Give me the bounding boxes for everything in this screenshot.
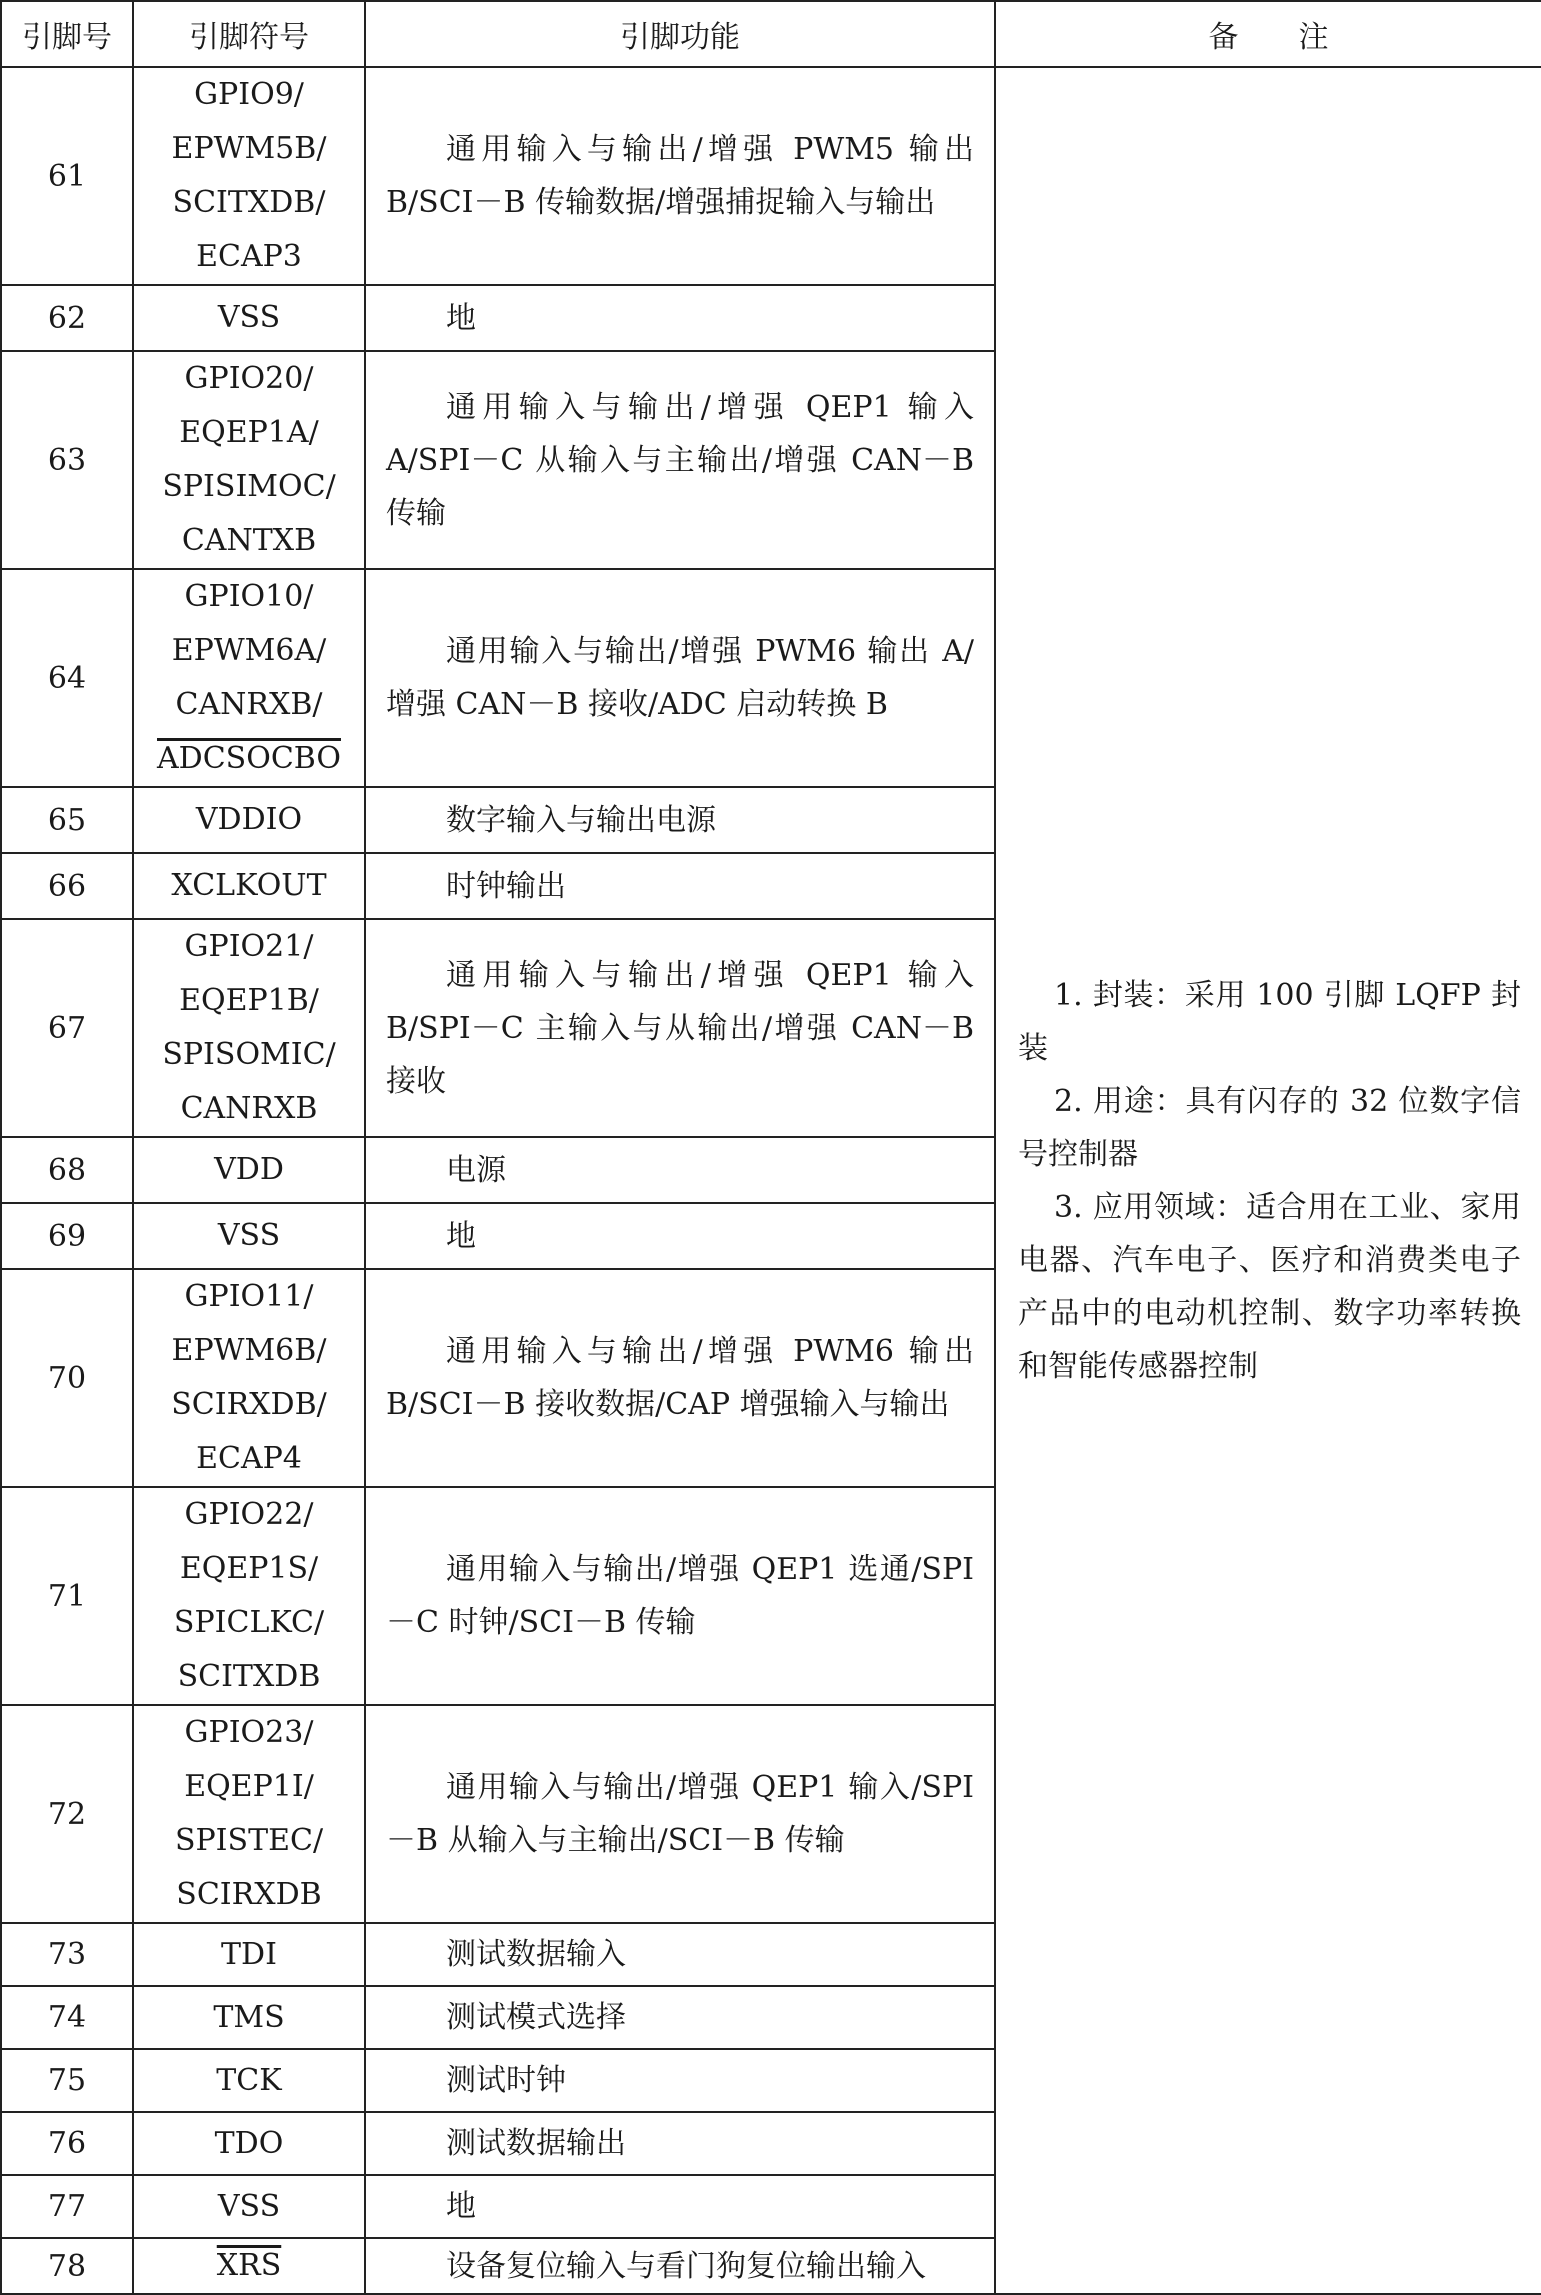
pin-symbol-line: CANRXB <box>180 1091 318 1126</box>
pin-symbol-line: EQEP1S/ <box>179 1551 319 1586</box>
pin-function <box>365 1487 995 1705</box>
header-pin-symbol: 引脚符号 <box>133 1 365 67</box>
pin-symbol-line: VSS <box>217 1218 281 1253</box>
pin-symbol <box>133 2049 365 2112</box>
pin-symbol-line: ECAP3 <box>196 239 302 274</box>
pin-function <box>365 67 995 285</box>
pin-function-text: 测试数据输入 <box>446 1937 626 1972</box>
pin-function-text: 测试时钟 <box>446 2063 566 2098</box>
table-header-row <box>1 1 1541 67</box>
pin-symbol-line: TCK <box>216 2062 282 2098</box>
pin-symbol-line: GPIO21/ <box>184 929 314 964</box>
pin-symbol-line: SPICLKC/ <box>173 1605 325 1640</box>
pin-function <box>365 1705 995 1923</box>
pin-symbol-line: SPISOMIC/ <box>162 1037 336 1072</box>
pin-number: 75 <box>1 2049 133 2112</box>
pin-function-text: 时钟输出 <box>446 868 566 904</box>
pin-symbol-line: EQEP1A/ <box>179 415 319 450</box>
pin-number: 63 <box>1 351 133 569</box>
pin-function-text: 测试数据输出 <box>446 2126 626 2161</box>
pin-function <box>365 2049 995 2112</box>
pin-number: 68 <box>1 1137 133 1203</box>
pin-symbol <box>133 285 365 351</box>
pin-symbol-line: SCITXDB/ <box>172 185 326 220</box>
pin-symbol <box>133 67 365 285</box>
pin-symbol-line: VDD <box>214 1152 284 1187</box>
remark-item: 3. 应用领域：适合用在工业、家用电器、汽车电子、医疗和消费类电子产品中的电动机控制、数字功率转换和智能传感器控制 <box>1018 1189 1521 1384</box>
pin-function-text: 电源 <box>446 1152 506 1188</box>
pin-symbol-line: $\overline{XRS}$ <box>216 2248 282 2283</box>
pin-symbol <box>133 569 365 787</box>
pin-number: 66 <box>1 853 133 919</box>
pin-function-text: 通用输入与输出/增强 PWM6 输出 B/SCI－B 接收数据/CAP 增强输入与输出 <box>386 1334 974 1422</box>
pin-number: 73 <box>1 1923 133 1986</box>
pin-symbol-line: VSS <box>217 2188 281 2224</box>
pin-symbol <box>133 1487 365 1705</box>
pin-function-text: 通用输入与输出/增强 PWM6 输出 A/增强 CAN－B 接收/ADC 启动转换 B <box>386 634 974 722</box>
pin-function <box>365 1269 995 1487</box>
pin-symbol <box>133 919 365 1137</box>
pin-symbol-line: EPWM5B/ <box>171 131 327 166</box>
pin-function <box>365 2112 995 2175</box>
pin-symbol <box>133 2175 365 2238</box>
pin-function <box>365 1986 995 2049</box>
pin-function-text: 数字输入与输出电源 <box>446 802 716 838</box>
pin-function <box>365 2175 995 2238</box>
pin-number: 67 <box>1 919 133 1137</box>
pin-symbol <box>133 1137 365 1203</box>
pin-symbol <box>133 1269 365 1487</box>
pin-function-text: 通用输入与输出/增强 PWM5 输出 B/SCI－B 传输数据/增强捕捉输入与输出 <box>386 132 974 220</box>
pin-function <box>365 569 995 787</box>
pin-function <box>365 2238 995 2294</box>
pin-function <box>365 285 995 351</box>
pin-symbol-line: TDO <box>214 2125 284 2161</box>
pin-number: 74 <box>1 1986 133 2049</box>
pin-symbol-line: VDDIO <box>195 802 303 837</box>
pin-function <box>365 853 995 919</box>
pin-symbol-line: SCIRXDB <box>176 1877 322 1912</box>
pin-symbol-line: EPWM6A/ <box>171 633 327 668</box>
pin-number: 69 <box>1 1203 133 1269</box>
pin-number: 61 <box>1 67 133 285</box>
pin-function-text: 测试模式选择 <box>446 2000 626 2035</box>
pin-number: 78 <box>1 2238 133 2294</box>
pin-number: 72 <box>1 1705 133 1923</box>
pin-function-text: 地 <box>446 1218 476 1254</box>
pin-number: 64 <box>1 569 133 787</box>
pin-function-text: 地 <box>446 2189 476 2224</box>
remark-item: 1. 封装：采用 100 引脚 LQFP 封装 <box>1018 977 1521 1066</box>
pin-symbol-line: EPWM6B/ <box>171 1333 327 1368</box>
pin-symbol-line: EQEP1B/ <box>179 983 319 1018</box>
header-remarks-text: 备注 <box>1208 20 1389 55</box>
pin-symbol-line: SPISTEC/ <box>174 1823 324 1858</box>
pin-symbol <box>133 2238 365 2294</box>
pin-number: 70 <box>1 1269 133 1487</box>
pin-symbol-line: SPISIMOC/ <box>162 469 336 504</box>
pin-function-text: 通用输入与输出/增强 QEP1 选通/SPI－C 时钟/SCI－B 传输 <box>386 1552 974 1640</box>
pin-symbol <box>133 1705 365 1923</box>
remark-item: 2. 用途：具有闪存的 32 位数字信号控制器 <box>1018 1083 1521 1172</box>
pin-symbol-line: GPIO20/ <box>184 361 314 396</box>
pin-symbol <box>133 787 365 853</box>
pin-function-text: 通用输入与输出/增强 QEP1 输入 A/SPI－C 从输入与主输出/增强 CAN－B 传输 <box>386 389 974 531</box>
pin-function <box>365 1137 995 1203</box>
pin-symbol-line: ECAP4 <box>196 1441 302 1476</box>
pin-symbol <box>133 351 365 569</box>
pin-symbol-line: GPIO23/ <box>184 1715 314 1750</box>
remarks-cell <box>995 67 1541 2294</box>
header-pin-function: 引脚功能 <box>365 1 995 67</box>
pin-number: 65 <box>1 787 133 853</box>
pin-symbol-line: CANTXB <box>181 523 317 558</box>
pin-function-text: 设备复位输入与看门狗复位输出输入 <box>446 2248 926 2284</box>
pin-symbol <box>133 853 365 919</box>
pin-symbol-line: SCITXDB <box>177 1659 321 1694</box>
pin-function-text: 通用输入与输出/增强 QEP1 输入 B/SPI－C 主输入与从输出/增强 CAN－B 接收 <box>386 957 974 1099</box>
header-pin-number: 引脚号 <box>1 1 133 67</box>
table-row <box>1 67 1541 285</box>
pin-function <box>365 787 995 853</box>
pin-symbol-line: ADCSOCBO <box>157 741 341 776</box>
pin-function <box>365 919 995 1137</box>
pin-symbol <box>133 1203 365 1269</box>
pin-function <box>365 351 995 569</box>
pin-number: 77 <box>1 2175 133 2238</box>
pin-symbol-line: CANRXB/ <box>175 687 323 722</box>
pin-symbol <box>133 1923 365 1986</box>
pin-symbol-line: SCIRXDB/ <box>171 1387 327 1422</box>
pin-symbol-line: GPIO9/ <box>194 77 304 112</box>
pin-symbol <box>133 2112 365 2175</box>
pin-function-text: 地 <box>446 300 476 336</box>
pin-symbol-line: GPIO11/ <box>184 1279 314 1314</box>
pin-function <box>365 1203 995 1269</box>
pin-symbol-line: VSS <box>217 300 281 335</box>
pin-symbol-line: TDI <box>221 1936 277 1972</box>
pin-symbol-line: XCLKOUT <box>171 868 327 903</box>
pin-symbol-line: EQEP1I/ <box>184 1769 314 1804</box>
pin-number: 76 <box>1 2112 133 2175</box>
pin-symbol-line: GPIO22/ <box>184 1497 314 1532</box>
pin-number: 71 <box>1 1487 133 1705</box>
pin-number: 62 <box>1 285 133 351</box>
pin-symbol-line: GPIO10/ <box>184 579 314 614</box>
header-remarks <box>995 1 1541 67</box>
pin-symbol-line: TMS <box>213 1999 285 2035</box>
pin-symbol <box>133 1986 365 2049</box>
pin-function <box>365 1923 995 1986</box>
pin-function-text: 通用输入与输出/增强 QEP1 输入/SPI－B 从输入与主输出/SCI－B 传输 <box>386 1770 974 1858</box>
